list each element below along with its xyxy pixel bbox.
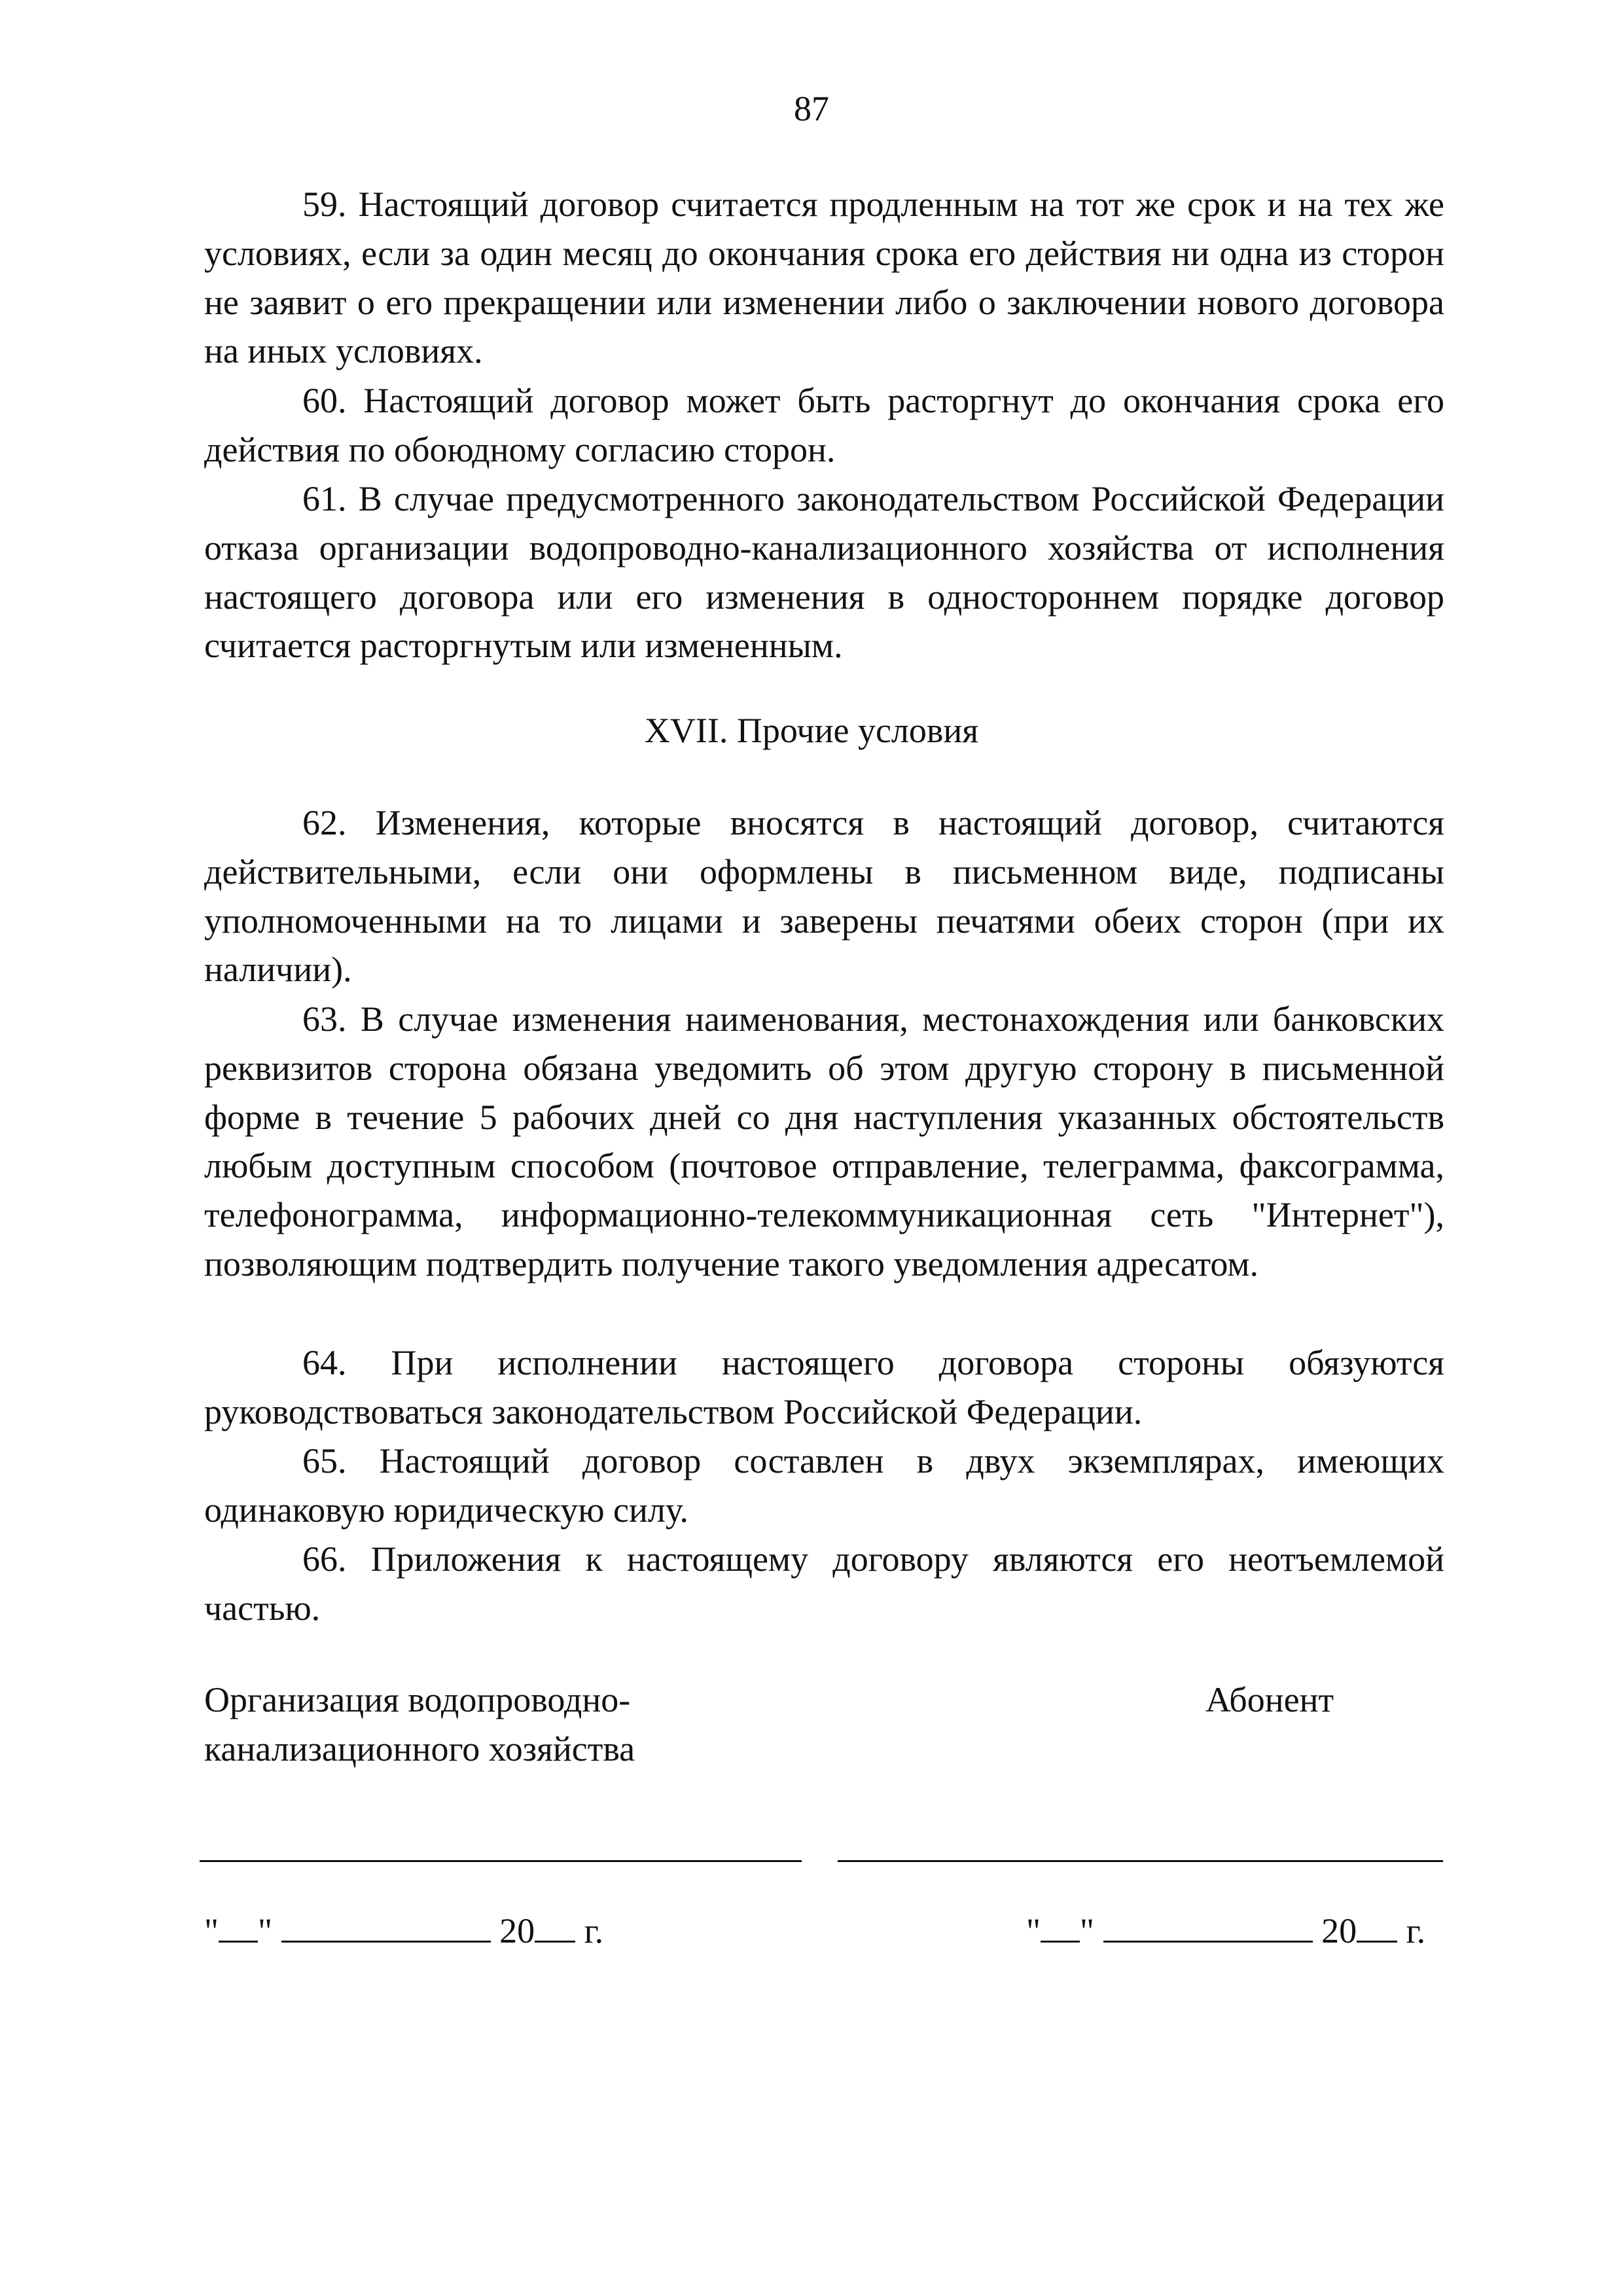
subscriber-date <box>1026 1906 1425 1956</box>
utility-org-label-line1: Организация водопроводно- <box>204 1680 631 1719</box>
page-number: 87 <box>794 89 829 128</box>
month-blank[interactable] <box>281 1940 491 1943</box>
subscriber-signature-line[interactable] <box>838 1860 1443 1862</box>
day-quote-open: " <box>1026 1911 1041 1950</box>
year-suffix: г. <box>1397 1911 1426 1950</box>
clause-66: 66. Приложения к настоящему договору являются его неотъемлемой частью. <box>204 1539 1444 1628</box>
clause-65: 65. Настоящий договор составлен в двух экземплярах, имеющих одинаковую юридическую силу. <box>204 1441 1444 1530</box>
year-blank[interactable] <box>535 1940 575 1943</box>
clause-61: 61. В случае предусмотренного законодательством Российской Федерации отказа организации водопроводно-канализационного хозяйства от исполнения настоящего договора или его изменения в одностороннем порядке договор считается расторгнутым или измененным. <box>204 479 1444 666</box>
year-prefix: 20 <box>1321 1911 1357 1950</box>
clause-60: 60. Настоящий договор может быть расторгнут до окончания срока его действия по обоюдному согласию сторон. <box>204 381 1444 469</box>
clause-59: 59. Настоящий договор считается продленным на тот же срок и на тех же условиях, если за один месяц до окончания срока его действия ни одна из сторон не заявит о его прекращении или изменении либо о заключении нового договора на иных условиях. <box>204 185 1444 371</box>
clause-62: 62. Изменения, которые вносятся в настоящий договор, считаются действительными, если они оформлены в письменном виде, подписаны уполномоченными на то лицами и заверены печатями обеих сторон (при их наличии). <box>204 803 1444 990</box>
subscriber-label: Абонент <box>1205 1680 1334 1719</box>
utility-org-date <box>204 1906 603 1956</box>
utility-org-label-line2: канализационного хозяйства <box>204 1729 635 1768</box>
year-suffix: г. <box>575 1911 604 1950</box>
clause-63: 63. В случае изменения наименования, местонахождения или банковских реквизитов сторона обязана уведомить об этом другую сторону в письменной форме в течение 5 рабочих дней со дня наступления указанных обстоятельств любым доступным способом (почтовое отправление, телеграмма, факсограмма, телефонограмма, информационно-телекоммуникационная сеть "Интернет"), позволяющим подтвердить получение такого уведомления адресатом. <box>204 999 1444 1283</box>
day-quote-close: " <box>258 1911 273 1950</box>
section-heading: XVII. Прочие условия <box>644 711 979 750</box>
day-quote-close: " <box>1080 1911 1095 1950</box>
month-blank[interactable] <box>1103 1940 1313 1943</box>
utility-org-signature-line[interactable] <box>200 1860 802 1862</box>
utility-org-label <box>204 1676 635 1774</box>
day-quote-open: " <box>204 1911 219 1950</box>
year-blank[interactable] <box>1357 1940 1397 1943</box>
day-blank[interactable] <box>1041 1940 1080 1943</box>
clause-64: 64. При исполнении настоящего договора стороны обязуются руководствоваться законодательством Российской Федерации. <box>204 1343 1444 1431</box>
day-blank[interactable] <box>219 1940 258 1943</box>
year-prefix: 20 <box>499 1911 535 1950</box>
